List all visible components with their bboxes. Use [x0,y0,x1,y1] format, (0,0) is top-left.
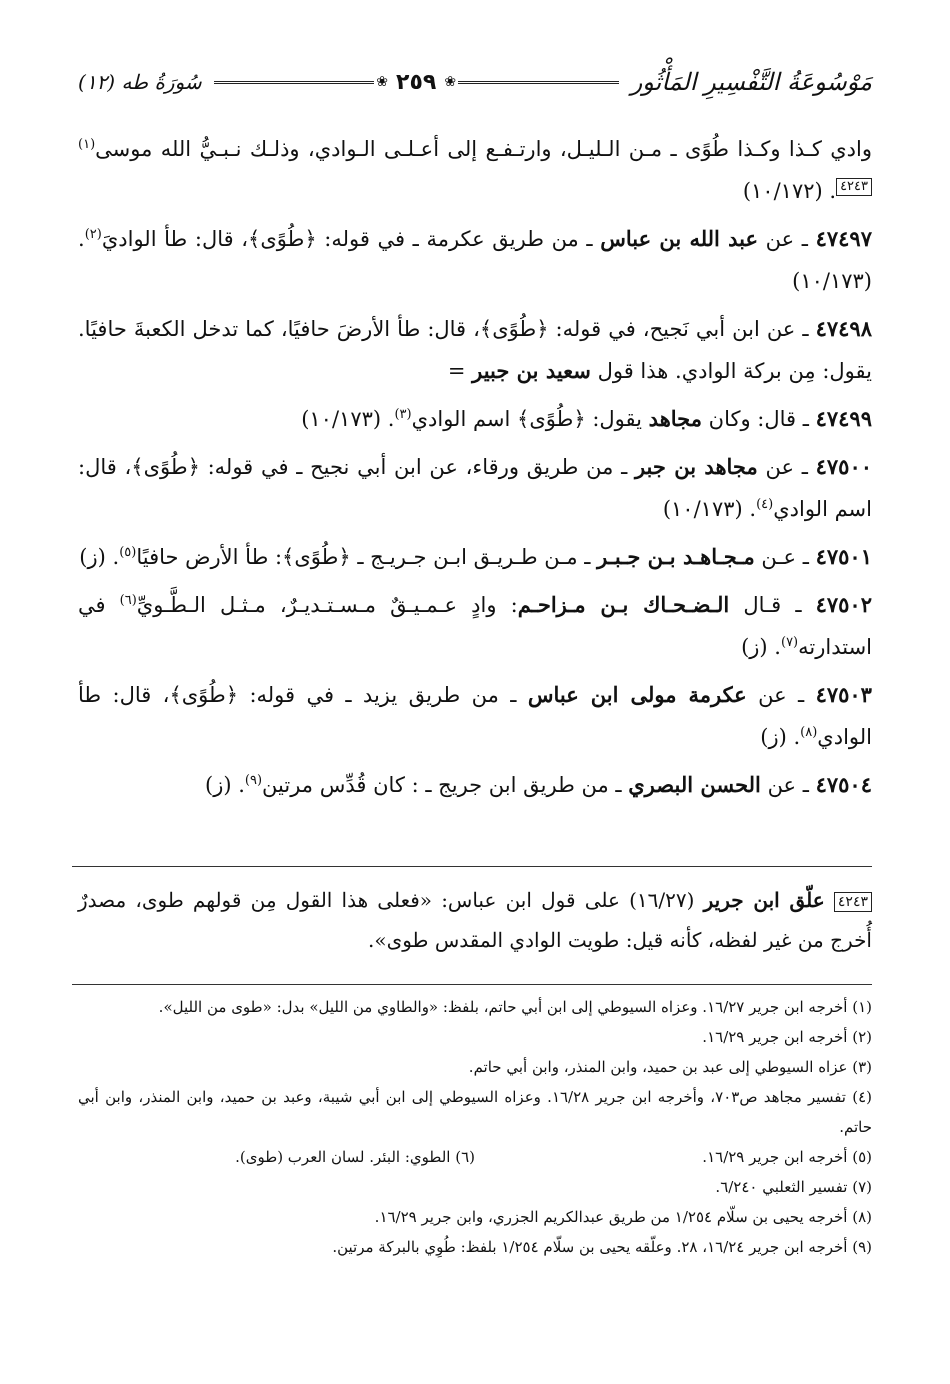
paragraph-continuation [78,128,872,212]
commentary-text: (١٦/٢٧) على قول ابن عباس: «فعلى هذا القول مِن قولهم طوى، مصدرٌ أُخرج من غير لفظه، كأنه قيل: طويت الوادي المقدس طوى». [78,888,872,952]
footnote-ref[interactable]: (٣) [394,407,412,422]
para-text: . (١٠/١٧٣) [301,407,395,431]
footnote-2: (٢) أخرجه ابن جرير ١٦/٢٩. [702,1028,872,1046]
para-text: . (١٠/١٧٣) [78,227,872,293]
narrator-name: سعيد بن جبير [472,358,591,383]
footnote-row [78,1142,872,1172]
para-text: . (ز) [79,545,120,569]
main-text [78,128,872,812]
ornament-icon: ❀ [444,74,457,90]
commentary-author: علّق ابن جرير [703,888,825,912]
narration-number: ٤٧٥٠٠ [815,454,873,479]
narrator-name: عكرمة مولى ابن عباس [527,682,747,707]
para-text: . (١٠/١٧٣) [662,497,757,521]
narrator-name: مجاهد بن جبر [634,454,758,479]
para-text: ـ عن [765,227,808,251]
narrator-name: مجاهد [648,406,702,431]
narration-number: ٤٧٤٩٨ [815,316,872,341]
para-text: ـ عـن [761,545,809,569]
footnote-ref[interactable]: (٦) [119,593,137,608]
footnote-ref[interactable]: (٢) [84,227,102,242]
footnote-4: (٤) تفسير مجاهد ص٧٠٣، وأخرجه ابن جرير ١٦/٢٨. وعزاه السيوطي إلى ابن أبي شيبة، وعبد بن حميد، وابن المنذر، وابن أبي حاتم. [78,1088,873,1136]
footnotes [78,992,872,1262]
rule-right [458,81,619,84]
para-text: : وادٍ عـمـيـقٌ مـسـتـديـرٌ، مـثـل الـطَّـويِّ [136,593,518,617]
para-text: وادي كـذا وكـذا طُوًى ـ مـن الـليـل، وارتـفـع إلى أعـلـى الـوادي، وذلـك نـبـيُّ الله موسى [95,137,872,161]
footnotes-divider [72,984,872,985]
para-text: ـ من طريق ورقاء، عن ابن أبي نجيح ـ في قوله: ﴿طُوًى﴾، قال: اسم الوادي [78,455,872,521]
narration-47498 [78,308,872,392]
footnote-3: (٣) عزاه السيوطي إلى عبد بن حميد، وابن المنذر، وابن أبي حاتم. [468,1058,872,1076]
narration-number: ٤٧٥٠٤ [815,772,872,797]
footnote-ref[interactable]: (٩) [244,773,263,788]
narrator-name: الحسن البصري [628,772,761,797]
book-title: مَوْسُوعَةُ التَّفْسِيرِ المَأْثُور [630,68,872,96]
para-text: ـ من طريق ابن جريج ـ : كان قُدِّس مرتين [262,773,622,797]
footnote-6: (٦) الطوي: البئر. لسان العرب (طوى). [235,1148,475,1166]
footnote-ref[interactable]: (٨) [800,725,818,740]
footnote-ref[interactable]: (٥) [119,545,137,560]
footnote-9: (٩) أخرجه ابن جرير ١٦/٢٤، ٢٨. وعلّقه يحيى بن سلّام ١/٢٥٤ بلفظ: طُوِي بالبركة مرتين. [332,1238,872,1256]
page-header [78,60,872,104]
footnote-ref[interactable]: (٧) [780,635,799,650]
para-text: ـ عن [758,683,805,707]
para-text: ـ قـال [743,593,802,617]
para-text: ـ عن ابن أبي نَجيح، في قوله: ﴿طُوًى﴾، قال: طأ الأرضَ حافيًا، كما تدخل الكعبةَ حافيًا. يقول: مِن بركة الوادي. هذا قول [78,317,872,383]
narrator-name: الـضـحـاك بـن مـزاحـم [517,592,730,617]
narration-number: ٤٧٤٩٩ [815,406,872,431]
footnote-8: (٨) أخرجه يحيى بن سلّام ١/٢٥٤ من طريق عبدالكريم الجزري، وابن جرير ١٦/٢٩. [374,1208,872,1226]
narration-47501 [78,536,872,578]
para-text: ـ عن [765,455,808,479]
footnote-7: (٧) تفسير الثعلبي ٦/٢٤٠. [715,1178,872,1196]
narration-47503 [78,674,872,758]
para-text: = [447,359,466,383]
narration-number: ٤٧٥٠١ [815,544,872,569]
para-text: ـ من طريق يزيد ـ في قوله: ﴿طُوًى﴾، قال: طأ الوادي [78,683,872,749]
commentary-number: ٤٢٤٣ [834,892,872,912]
footnote-ref[interactable]: (١) [78,137,96,152]
para-text: ـ من طريق عكرمة ـ في قوله: ﴿طُوًى﴾، قال: طأ الواديَ [101,227,593,251]
para-text: ـ مـن طـريـق ابـن جـريـج ـ ﴿طُوًى﴾: طأ الأرض حافيًا [136,545,591,569]
ornament-icon: ❀ [376,74,389,90]
footnote-5: (٥) أخرجه ابن جرير ١٦/٢٩. [702,1148,872,1166]
header-rule [214,70,619,95]
narrator-name: عبد الله بن عباس [600,226,759,251]
commentary-divider [72,866,872,867]
commentary-block [78,880,872,960]
para-text: . (ز) [205,773,245,797]
narration-47497 [78,218,872,302]
para-text: في استدارته [78,593,872,659]
footnote-1: (١) أخرجه ابن جرير ١٦/٢٧. وعزاه السيوطي إلى ابن أبي حاتم، بلفظ: «والطاوي من الليل» بدل: «طوى من الليل». [158,998,872,1016]
page-number: ٢٥٩ [396,69,437,95]
para-text: . (ز) [760,725,801,749]
surah-name: سُورَةُ طه (١٢) [78,70,202,94]
narration-number: ٤٧٥٠٢ [815,592,872,617]
narration-47504 [78,764,872,806]
para-text: . (١٠/١٧٢) [742,179,837,203]
footnote-ref[interactable]: (٤) [756,497,774,512]
rule-left [214,81,375,84]
para-text: . (ز) [741,635,781,659]
narration-number: ٤٧٤٩٧ [815,226,872,251]
commentary-ref[interactable]: ٤٢٤٣ [836,178,872,196]
narration-47500 [78,446,872,530]
para-text: ـ قال: وكان [708,407,809,431]
narration-47499 [78,398,872,440]
para-text: ـ عن [767,773,809,797]
narration-number: ٤٧٥٠٣ [815,682,872,707]
narrator-name: مـجـاهـد بـن جـبـر [597,544,755,569]
narration-47502 [78,584,872,668]
para-text: يقول: ﴿طُوًى﴾ اسم الوادي [411,407,642,431]
